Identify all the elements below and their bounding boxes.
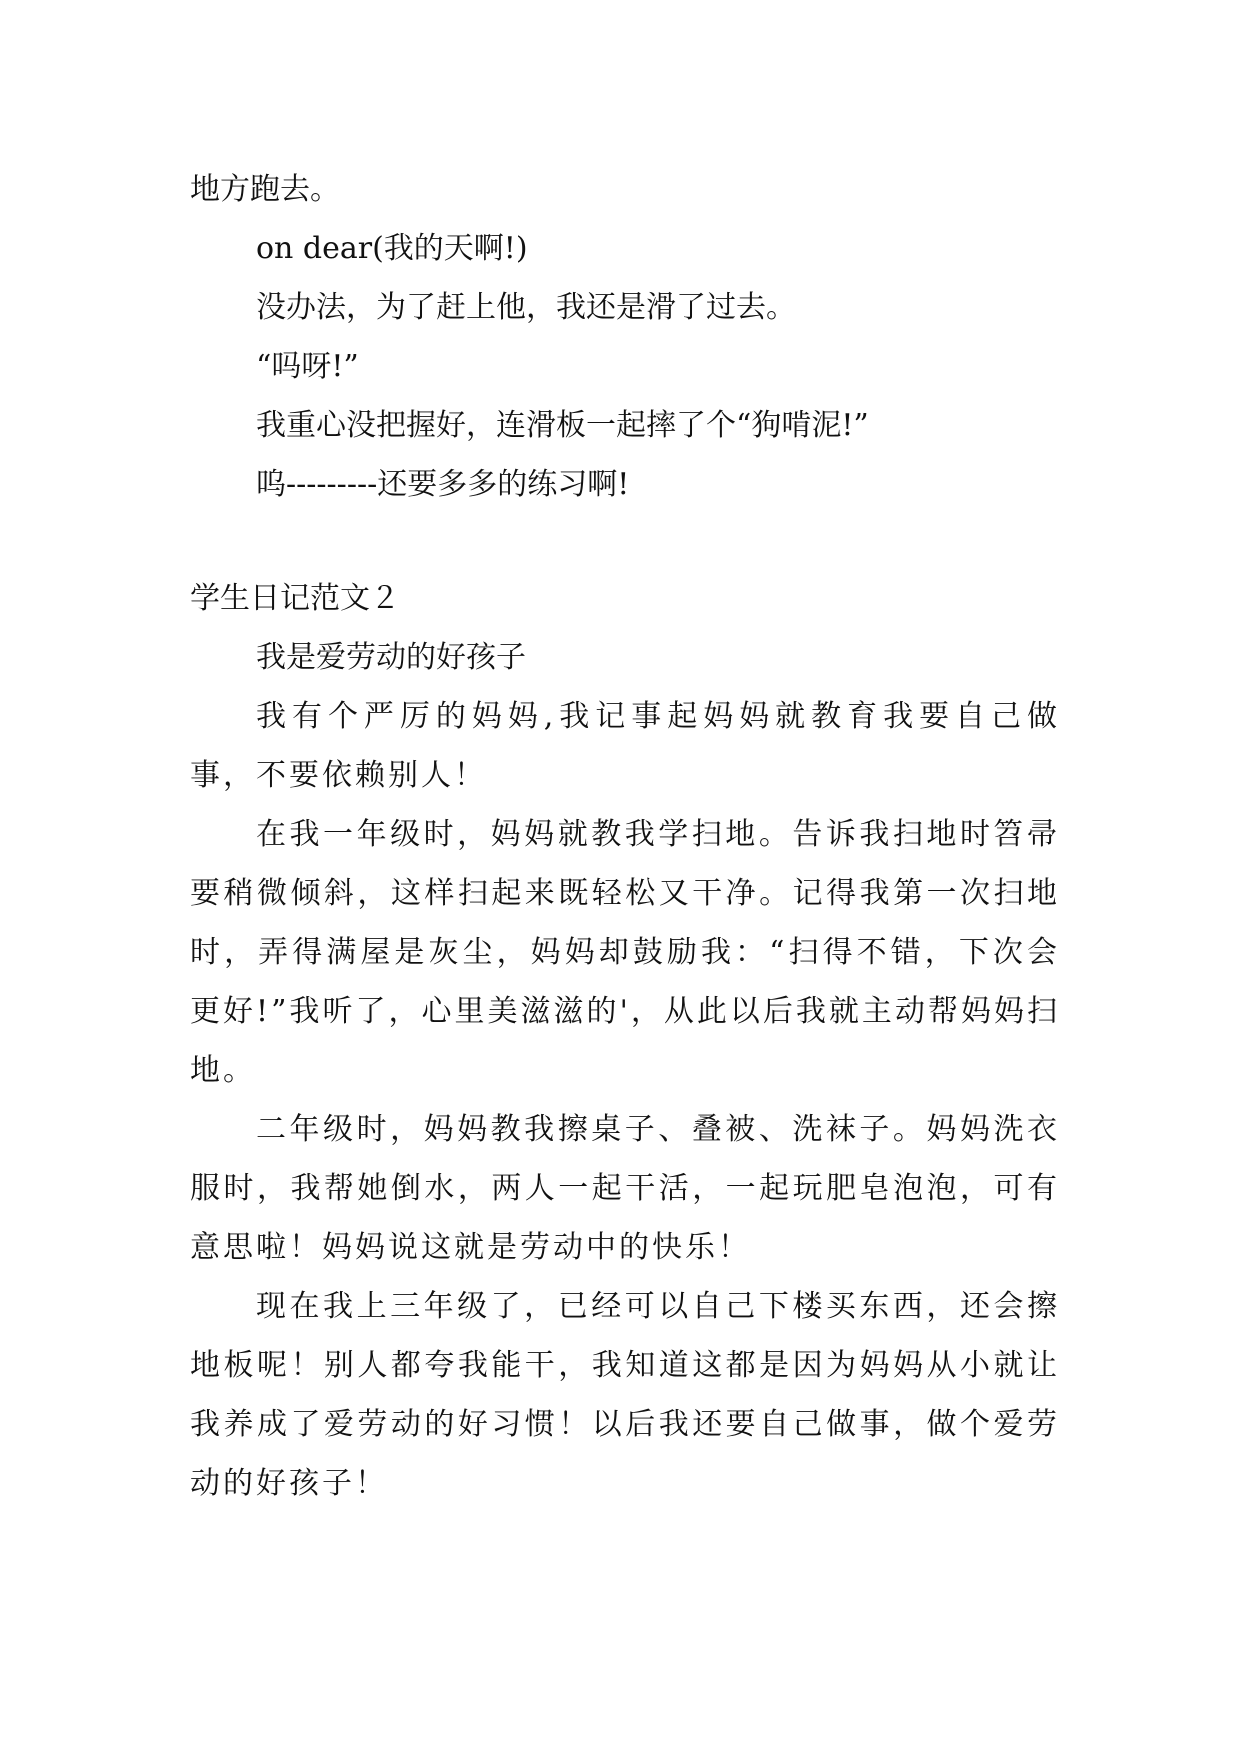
- paragraph: 二年级时，妈妈教我擦桌子、叠被、洗袜子。妈妈洗衣服时，我帮她倒水，两人一起干活，一起玩肥皂泡泡，可有意思啦！妈妈说这就是劳动中的快乐！: [190, 1112, 1060, 1265]
- text-line: 我重心没把握好，连滑板一起摔了个“狗啃泥!”: [256, 408, 869, 443]
- text-line: 没办法，为了赶上他，我还是滑了过去。: [256, 290, 796, 325]
- paragraph: 现在我上三年级了，已经可以自己下楼买东西，还会擦地板呢！别人都夸我能干，我知道这都是因为妈妈从小就让我养成了爱劳动的好习惯！以后我还要自己做事，做个爱劳动的好孩子！: [190, 1289, 1060, 1501]
- paragraph: 我有个严厉的妈妈,我记事起妈妈就教育我要自己做事，不要依赖别人！: [190, 699, 1060, 793]
- text-line: 呜---------还要多多的练习啊!: [256, 467, 630, 502]
- text-line-exclamation: on dear(我的天啊!): [256, 231, 528, 266]
- text-line-quote: “吗呀!”: [256, 349, 359, 384]
- section-title: 学生日记范文２: [190, 581, 400, 616]
- text-line-continuation: 地方跑去。: [190, 172, 340, 207]
- essay-title: 我是爱劳动的好孩子: [256, 640, 526, 675]
- section-spacer: [190, 514, 1060, 569]
- paragraph: 在我一年级时，妈妈就教我学扫地。告诉我扫地时笤帚要稍微倾斜，这样扫起来既轻松又干净。记得我第一次扫地时，弄得满屋是灰尘，妈妈却鼓励我：“扫得不错，下次会更好!”我听了，心里美滋滋的'，从此以后我就主动帮妈妈扫地。: [190, 817, 1060, 1088]
- document-body: [190, 160, 1060, 1513]
